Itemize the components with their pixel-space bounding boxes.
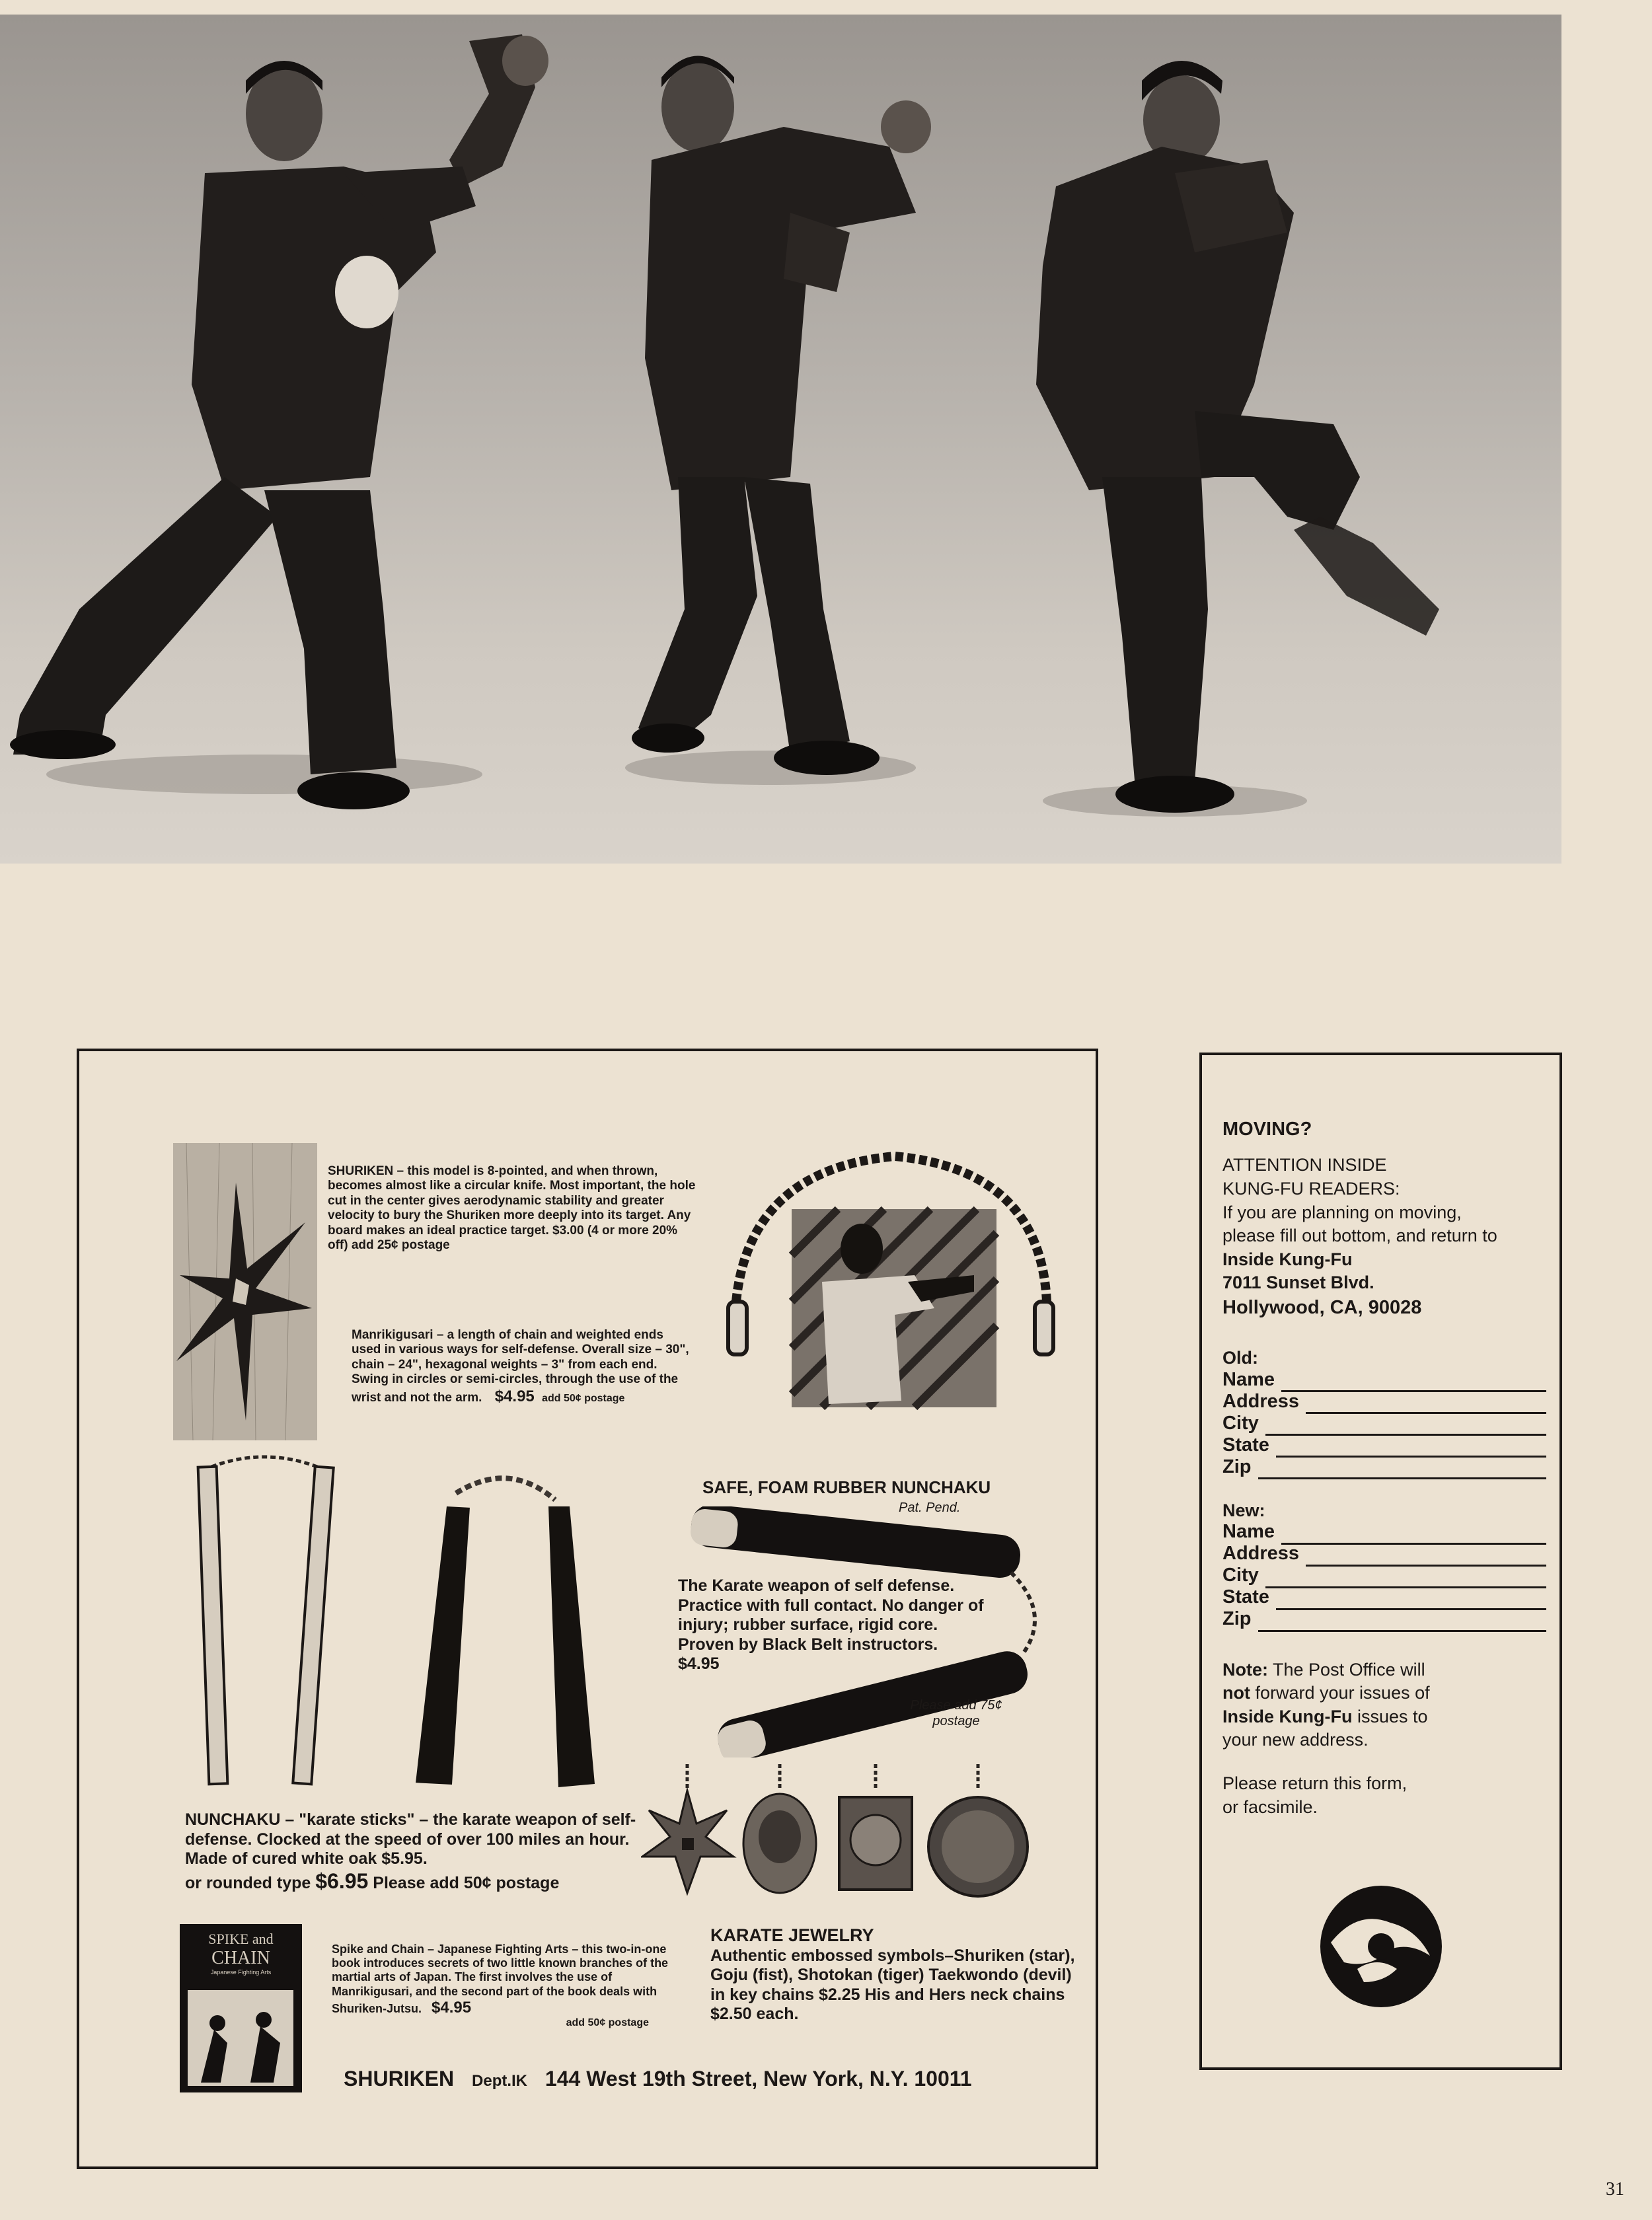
foam-nunchaku-image (723, 1150, 1067, 1460)
karate-jewelry-description (710, 1925, 1080, 2024)
book-cover-title-1: SPIKE and (208, 1931, 274, 1947)
old-address-field[interactable] (1222, 1392, 1546, 1414)
moving-form (1222, 1117, 1546, 1819)
foam-nunchaku-description (678, 1576, 989, 1674)
old-city-label: City (1222, 1412, 1259, 1434)
manrikigusari-text: Manrikigusari – a length of chain and weighted ends used in various ways for self-defense. Overall size – 30", chain – 24", hexagonal weights – 3" from each end. Swing in circles or semi-circles, through the use of the wrist and not the arm. (352, 1328, 689, 1405)
note-bold-2: Inside Kung-Fu (1222, 1706, 1353, 1726)
nunchaku-postage: Please add 50¢ postage (373, 1873, 560, 1892)
foam-nunchaku-text: The Karate weapon of self defense. Practice with full contact. No danger of injury; rubber surface, rigid core. Proven by Black Belt instructors. (678, 1576, 984, 1654)
new-address-label: Address (1222, 1543, 1300, 1565)
white-oak-nunchaku-image (185, 1454, 344, 1797)
old-zip-field[interactable] (1222, 1458, 1546, 1479)
form-intro-line-1: ATTENTION INSIDE (1222, 1155, 1387, 1175)
old-name-label: Name (1222, 1368, 1275, 1390)
photo-stance-1 (0, 15, 572, 864)
book-postage: add 50¢ postage (566, 2017, 649, 2029)
note-text-1: The Post Office will (1273, 1659, 1425, 1680)
nunchaku-price-2: $6.95 (315, 1868, 369, 1893)
footer-address: 144 West 19th Street, New York, N.Y. 10011 (544, 2067, 972, 2090)
footer-company: SHURIKEN (344, 2067, 455, 2090)
inside-kung-fu-logo (1318, 1883, 1445, 2010)
form-heading: MOVING? (1222, 1119, 1312, 1140)
form-address-2: 7011 Sunset Blvd. (1222, 1273, 1374, 1293)
form-intro-body: If you are planning on moving, please fill out bottom, and return to (1222, 1202, 1497, 1246)
shuriken-description: SHURIKEN – this model is 8-pointed, and when thrown, becomes almost like a circular knife. Most important, the hole cut in the center gives aerodynamic stability and greater velocity to bury the Shuriken more deeply into its target. Any board makes an ideal practice target. $3.00 (4 or more 20% off) add 25¢ postage (328, 1164, 696, 1253)
photo-kick-3 (977, 15, 1561, 864)
ad-footer (344, 2067, 972, 2092)
new-state-label: State (1222, 1586, 1269, 1608)
old-state-field[interactable] (1222, 1436, 1546, 1458)
page-number: 31 (1606, 2179, 1624, 2200)
new-name-label: Name (1222, 1521, 1275, 1543)
new-city-label: City (1222, 1565, 1259, 1586)
shuriken-star-image (173, 1143, 317, 1440)
karate-jewelry-text: Authentic embossed symbols–Shuriken (star), Goju (fist), Shotokan (tiger) Taekwondo (devil) in key chains $2.25 His and Hers neck chains $2.50 each. (710, 1946, 1075, 2024)
old-address-label: Address (1222, 1390, 1300, 1412)
note-text-2: forward your issues of (1255, 1683, 1430, 1703)
foam-nunchaku-patent: Pat. Pend. (899, 1500, 961, 1515)
nunchaku-text: NUNCHAKU – "karate sticks" – the karate weapon of self-defense. Clocked at the speed of over 100 miles an hour. Made of cured white oak $5.95. (185, 1810, 636, 1868)
new-label: New: (1222, 1500, 1265, 1520)
foam-nunchaku-postage: Please add 75¢ postage (910, 1698, 1002, 1728)
nunchaku-description (185, 1810, 654, 1894)
new-city-field[interactable] (1222, 1567, 1546, 1588)
note-text-3: issues to your new address. (1222, 1706, 1428, 1750)
old-label: Old: (1222, 1348, 1258, 1368)
note-bold: not (1222, 1683, 1250, 1703)
old-address-fields (1222, 1370, 1546, 1479)
book-description (332, 1942, 675, 2030)
book-cover-title-2: CHAIN (211, 1948, 270, 1968)
old-zip-label: Zip (1222, 1456, 1252, 1477)
form-address-1: Inside Kung-Fu (1222, 1249, 1353, 1269)
manrikigusari-price: $4.95 (494, 1387, 535, 1405)
form-intro-line-2: KUNG-FU READERS: (1222, 1178, 1400, 1199)
rounded-nunchaku-image (396, 1454, 621, 1797)
photo-stance-2 (572, 15, 977, 864)
new-address-field[interactable] (1222, 1545, 1546, 1567)
footer-dept: Dept.IK (472, 2072, 528, 2090)
foam-nunchaku-title: SAFE, FOAM RUBBER NUNCHAKU (702, 1477, 991, 1497)
manrikigusari-description (352, 1328, 695, 1406)
note-label: Note: (1222, 1659, 1268, 1680)
foam-nunchaku-price: $4.95 (678, 1654, 720, 1673)
book-price: $4.95 (432, 1998, 472, 2016)
karate-jewelry-title: KARATE JEWELRY (710, 1925, 874, 1945)
nunchaku-text-2: or rounded type (185, 1873, 311, 1892)
old-city-field[interactable] (1222, 1414, 1546, 1436)
manrikigusari-postage: add 50¢ postage (542, 1392, 625, 1404)
book-cover-illustration (188, 1990, 293, 2086)
form-return-text: Please return this form, or facsimile. (1222, 1773, 1408, 1817)
form-address-3: Hollywood, CA, 90028 (1222, 1297, 1422, 1319)
book-cover-subtitle: Japanese Fighting Arts (210, 1969, 272, 1976)
book-text: Spike and Chain – Japanese Fighting Arts – this two-in-one book introduces secrets of two little known branches of the martial arts of Japan. The first involves the use of Manrikigusari, and the second part of the book deals with Shuriken-Jutsu. (332, 1942, 669, 2015)
new-zip-label: Zip (1222, 1608, 1252, 1630)
karate-jewelry-image (641, 1764, 1064, 1923)
new-state-field[interactable] (1222, 1588, 1546, 1610)
new-zip-field[interactable] (1222, 1610, 1546, 1632)
new-address-fields (1222, 1523, 1546, 1632)
spike-and-chain-book-cover (180, 1924, 302, 2092)
old-state-label: State (1222, 1434, 1269, 1456)
form-note (1222, 1658, 1441, 1753)
